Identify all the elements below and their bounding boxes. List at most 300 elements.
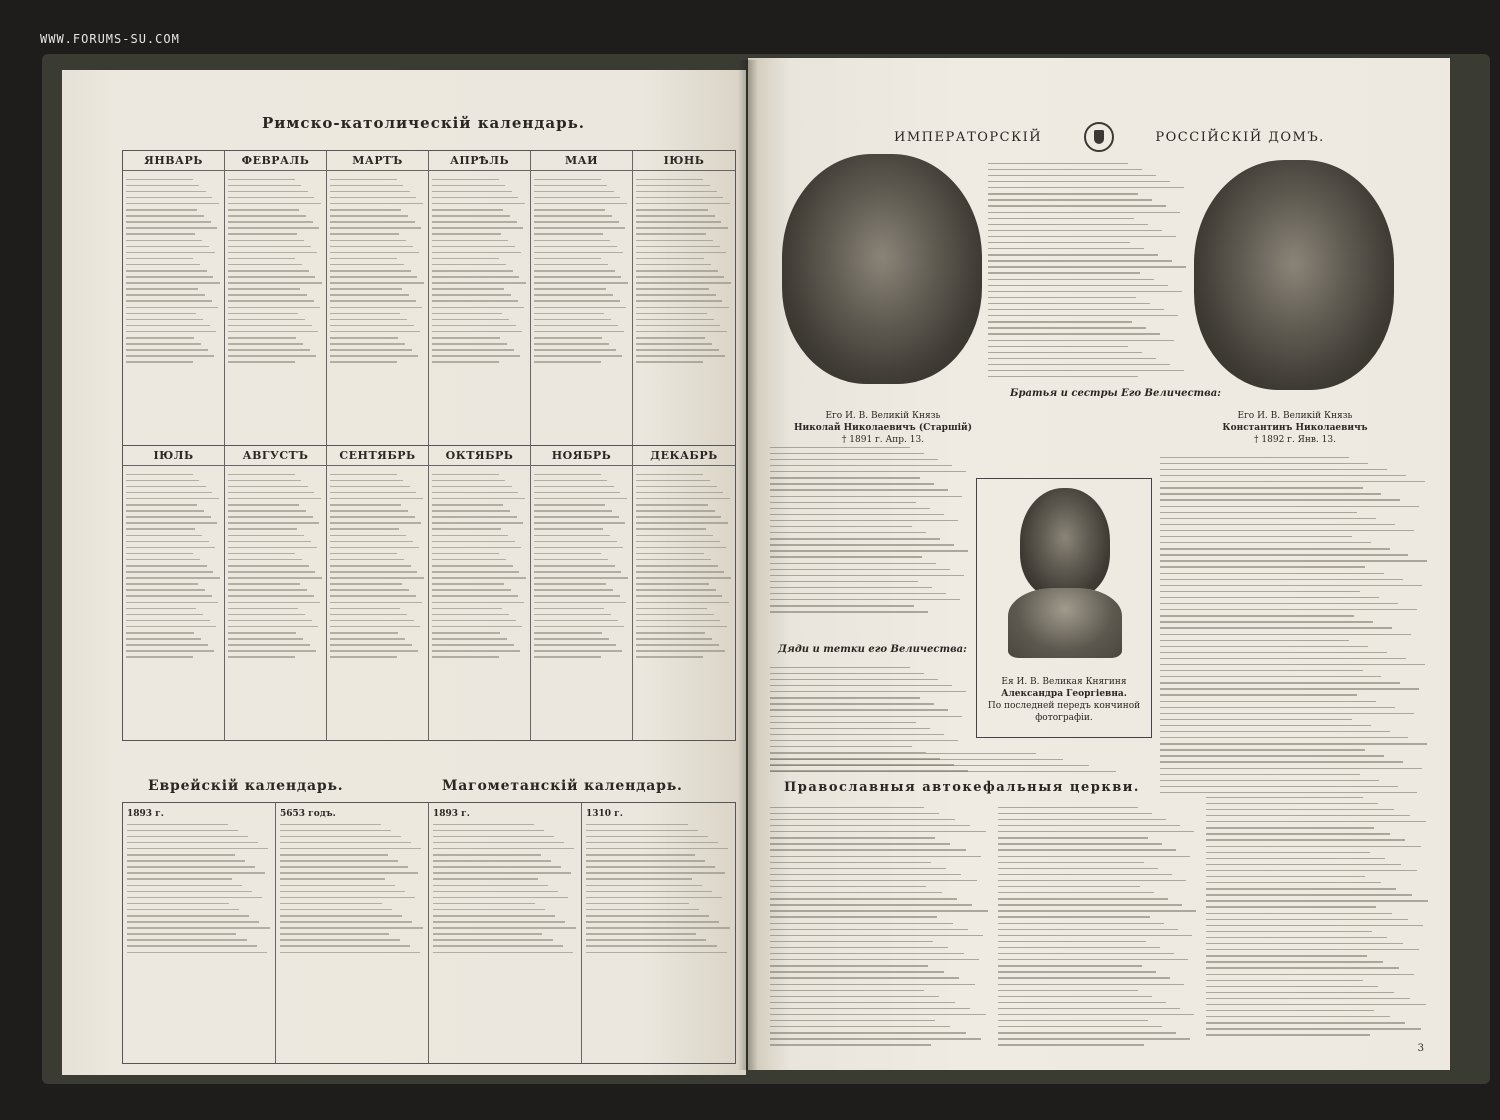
text-line <box>280 939 400 941</box>
text-line <box>433 945 563 947</box>
text-line <box>636 504 708 506</box>
text-line <box>330 644 412 646</box>
text-line <box>280 921 412 923</box>
text-line <box>228 602 320 604</box>
text-line <box>432 203 525 205</box>
text-line <box>228 474 295 476</box>
text-line <box>586 915 709 917</box>
text-line <box>998 868 1158 869</box>
text-line <box>127 842 258 844</box>
text-line <box>636 343 712 345</box>
text-line <box>534 191 614 193</box>
text-line <box>228 252 317 254</box>
text-line <box>998 874 1172 875</box>
month-days <box>327 466 428 740</box>
text-line <box>770 496 962 497</box>
text-line <box>228 541 311 543</box>
text-line <box>228 516 313 518</box>
text-line <box>330 325 414 327</box>
text-line <box>432 492 518 494</box>
text-line <box>1160 493 1381 494</box>
text-line <box>534 595 620 597</box>
text-line <box>636 577 731 579</box>
text-line <box>228 620 312 622</box>
text-line <box>330 516 415 518</box>
double-eagle-icon <box>1084 122 1114 152</box>
text-line <box>998 807 1138 808</box>
text-line <box>636 510 715 512</box>
text-line <box>126 589 205 591</box>
bottom-center-text <box>770 748 1150 777</box>
text-line <box>636 474 703 476</box>
text-line <box>432 185 505 187</box>
text-line <box>534 252 623 254</box>
text-line <box>998 1026 1162 1027</box>
text-line <box>1160 786 1398 787</box>
month-name: СЕНТЯБРЬ <box>327 446 428 466</box>
text-line <box>1206 925 1423 926</box>
portrait-center-caption <box>978 676 1150 725</box>
caption-name: Александра Георгіевна. <box>1001 689 1127 700</box>
text-line <box>228 203 321 205</box>
text-line <box>586 909 699 911</box>
text-line <box>636 565 718 567</box>
text-line <box>586 952 727 954</box>
text-line <box>770 722 916 723</box>
text-line <box>432 644 514 646</box>
text-line <box>1160 469 1387 470</box>
text-line <box>1206 821 1426 822</box>
text-line <box>127 830 238 832</box>
text-line <box>330 577 424 579</box>
text-line <box>330 504 401 506</box>
text-line <box>228 294 307 296</box>
year-label: 1893 г. <box>127 809 164 819</box>
text-line <box>636 608 707 610</box>
text-line <box>1206 931 1372 932</box>
text-line <box>330 553 397 555</box>
text-line <box>432 233 501 235</box>
text-line <box>534 583 606 585</box>
churches-title: Православныя автокефальныя церкви. <box>784 780 1140 795</box>
text-line <box>433 897 568 899</box>
text-line <box>228 595 314 597</box>
text-line <box>586 854 695 856</box>
text-line <box>998 947 1160 948</box>
text-line <box>988 309 1164 310</box>
text-line <box>770 538 940 539</box>
text-line <box>534 522 625 524</box>
text-line <box>433 952 573 954</box>
text-line <box>770 532 926 533</box>
text-line <box>988 291 1182 292</box>
text-line <box>998 886 1140 887</box>
text-line <box>228 510 306 512</box>
text-line <box>126 325 210 327</box>
caption-line: Его И. В. Великій Князь <box>825 411 941 421</box>
text-line <box>636 632 705 634</box>
text-line <box>636 553 704 555</box>
text-line <box>126 227 217 229</box>
text-line <box>988 199 1152 200</box>
text-line <box>534 589 613 591</box>
text-line <box>432 307 524 309</box>
text-line <box>126 191 206 193</box>
text-line <box>228 559 302 561</box>
text-line <box>126 480 199 482</box>
text-line <box>1206 955 1367 956</box>
text-line <box>228 528 297 530</box>
text-line <box>228 300 314 302</box>
text-line <box>432 614 509 616</box>
text-line <box>636 233 706 235</box>
text-line <box>586 824 688 826</box>
text-line <box>770 471 966 472</box>
month-days <box>633 466 735 740</box>
text-line <box>770 753 1036 754</box>
text-line <box>432 553 499 555</box>
text-line <box>770 587 932 588</box>
caption-name: Николай Николаевичъ (Старшій) <box>794 423 972 434</box>
text-line <box>534 571 621 573</box>
text-line <box>1160 627 1392 628</box>
text-line <box>534 349 616 351</box>
text-line <box>636 349 719 351</box>
text-line <box>988 175 1156 176</box>
text-line <box>534 361 601 363</box>
text-line <box>280 824 381 826</box>
text-line <box>988 212 1180 213</box>
text-line <box>228 282 322 284</box>
text-line <box>636 276 724 278</box>
catholic-calendar-table <box>122 150 736 741</box>
text-line <box>770 709 948 710</box>
text-line <box>1160 579 1403 580</box>
text-line <box>330 288 402 290</box>
text-line <box>127 921 259 923</box>
text-line <box>1160 530 1414 531</box>
month-name: НОЯБРЬ <box>531 446 632 466</box>
portrait-bust <box>1008 588 1122 658</box>
text-line <box>1160 768 1422 769</box>
text-line <box>432 571 519 573</box>
text-line <box>1160 524 1395 525</box>
imperial-house-title <box>858 122 1361 152</box>
text-line <box>988 333 1160 334</box>
text-line <box>228 547 317 549</box>
text-line <box>998 959 1188 960</box>
text-line <box>770 520 958 521</box>
month-column <box>531 151 633 445</box>
text-line <box>126 626 216 628</box>
text-line <box>636 583 709 585</box>
text-line <box>1206 998 1410 999</box>
text-line <box>636 252 726 254</box>
text-line <box>432 197 518 199</box>
text-line <box>127 945 257 947</box>
text-line <box>1206 986 1378 987</box>
text-line <box>1206 913 1392 914</box>
text-line <box>586 927 730 929</box>
text-line <box>432 300 518 302</box>
text-line <box>126 644 208 646</box>
text-line <box>998 904 1182 905</box>
text-line <box>636 179 703 181</box>
text-line <box>1160 688 1419 689</box>
text-line <box>1206 839 1405 840</box>
text-line <box>126 349 208 351</box>
text-line <box>126 516 211 518</box>
text-line <box>228 498 321 500</box>
text-line <box>770 771 1116 772</box>
text-line <box>280 903 382 905</box>
text-line <box>1206 815 1410 816</box>
text-line <box>1206 961 1383 962</box>
text-line <box>770 1008 970 1009</box>
text-line <box>330 510 408 512</box>
month-days <box>429 171 530 445</box>
text-line <box>228 276 315 278</box>
text-line <box>636 589 716 591</box>
text-line <box>636 221 721 223</box>
text-line <box>432 191 512 193</box>
caption-line: Его И. В. Великій Князь <box>1237 411 1353 421</box>
text-line <box>998 819 1166 820</box>
text-line <box>432 589 511 591</box>
text-line <box>432 282 526 284</box>
churches-column-1 <box>770 802 990 1051</box>
text-line <box>280 830 391 832</box>
text-line <box>988 364 1170 365</box>
text-line <box>228 565 309 567</box>
text-line <box>770 843 950 844</box>
text-line <box>228 632 296 634</box>
text-line <box>330 620 414 622</box>
title-right-word: РОССІЙСКІЙ ДОМЪ. <box>1155 129 1325 145</box>
text-line <box>126 179 193 181</box>
text-line <box>988 303 1150 304</box>
text-line <box>126 203 219 205</box>
text-line <box>228 319 305 321</box>
text-line <box>534 504 605 506</box>
text-line <box>330 571 417 573</box>
text-line <box>534 294 613 296</box>
text-line <box>998 923 1164 924</box>
text-line <box>770 807 924 808</box>
text-line <box>433 939 553 941</box>
text-line <box>432 626 522 628</box>
text-line <box>126 288 198 290</box>
text-line <box>433 921 565 923</box>
text-line <box>330 559 404 561</box>
text-line <box>636 595 722 597</box>
text-line <box>534 553 601 555</box>
text-line <box>770 813 939 814</box>
text-line <box>127 909 239 911</box>
text-line <box>127 824 228 826</box>
text-line <box>998 837 1148 838</box>
text-line <box>1160 731 1390 732</box>
text-line <box>770 996 939 997</box>
text-line <box>330 498 423 500</box>
text-line <box>433 927 576 929</box>
text-line <box>280 945 410 947</box>
text-line <box>228 191 308 193</box>
text-line <box>1160 646 1368 647</box>
text-line <box>770 935 983 936</box>
text-line <box>126 474 193 476</box>
text-line <box>586 945 717 947</box>
text-line <box>432 355 520 357</box>
text-line <box>228 288 300 290</box>
text-line <box>126 583 198 585</box>
text-line <box>636 547 726 549</box>
text-line <box>228 504 299 506</box>
text-line <box>534 331 624 333</box>
text-line <box>1160 761 1403 762</box>
portrait-konstantin-nikolaevich <box>1194 160 1394 390</box>
text-line <box>228 553 295 555</box>
text-line <box>636 486 717 488</box>
text-line <box>432 577 526 579</box>
right-page <box>748 58 1450 1070</box>
text-line <box>330 179 397 181</box>
family-left-column <box>770 442 970 617</box>
text-line <box>988 218 1134 219</box>
text-line <box>1206 967 1399 968</box>
text-line <box>988 248 1144 249</box>
text-line <box>988 230 1162 231</box>
text-line <box>432 240 508 242</box>
emperor-text-block <box>988 158 1188 382</box>
text-line <box>228 215 306 217</box>
month-column <box>225 446 327 740</box>
text-line <box>432 595 518 597</box>
text-line <box>126 197 212 199</box>
text-line <box>330 486 410 488</box>
calendar-column <box>582 803 735 1063</box>
text-line <box>998 910 1196 911</box>
text-line <box>636 361 703 363</box>
text-line <box>770 965 928 966</box>
text-line <box>228 349 310 351</box>
text-line <box>534 516 619 518</box>
text-line <box>770 759 1063 760</box>
text-line <box>1160 670 1363 671</box>
text-line <box>126 282 220 284</box>
text-line <box>433 933 542 935</box>
text-line <box>1206 937 1387 938</box>
calendar-first-half <box>123 151 735 446</box>
text-line <box>770 977 959 978</box>
text-line <box>126 559 200 561</box>
text-line <box>988 254 1158 255</box>
text-line <box>534 535 610 537</box>
text-line <box>534 246 617 248</box>
text-line <box>636 282 731 284</box>
month-column <box>327 446 429 740</box>
text-line <box>330 565 411 567</box>
text-line <box>126 319 203 321</box>
text-line <box>432 547 521 549</box>
text-line <box>1206 882 1381 883</box>
text-line <box>432 270 513 272</box>
text-line <box>228 571 315 573</box>
text-line <box>636 602 729 604</box>
text-line <box>280 952 420 954</box>
text-line <box>534 510 612 512</box>
text-line <box>330 191 410 193</box>
text-line <box>280 933 389 935</box>
text-line <box>636 480 710 482</box>
text-line <box>228 583 300 585</box>
text-line <box>988 285 1168 286</box>
text-line <box>228 313 298 315</box>
text-line <box>636 337 705 339</box>
text-line <box>770 716 962 717</box>
text-line <box>1160 487 1363 488</box>
text-line <box>636 264 711 266</box>
text-line <box>534 288 606 290</box>
text-line <box>1160 694 1357 695</box>
text-line <box>586 866 715 868</box>
text-line <box>1206 888 1396 889</box>
text-line <box>636 294 716 296</box>
text-line <box>988 315 1178 316</box>
year-label: 1310 г. <box>586 809 623 819</box>
text-line <box>534 656 601 658</box>
text-line <box>280 848 421 850</box>
text-line <box>126 343 201 345</box>
text-line <box>432 510 510 512</box>
text-line <box>228 246 311 248</box>
text-line <box>534 614 611 616</box>
text-line <box>534 240 610 242</box>
text-line <box>432 504 503 506</box>
watermark: WWW.FORUMS-SU.COM <box>40 32 180 46</box>
text-line <box>127 952 267 954</box>
text-line <box>1206 1016 1390 1017</box>
text-line <box>988 242 1130 243</box>
text-line <box>770 740 958 741</box>
text-line <box>1206 1034 1370 1035</box>
text-line <box>228 480 301 482</box>
text-line <box>432 349 514 351</box>
text-line <box>126 498 219 500</box>
text-line <box>770 868 946 869</box>
text-line <box>998 825 1180 826</box>
text-line <box>330 650 418 652</box>
text-line <box>432 294 511 296</box>
text-line <box>433 909 545 911</box>
text-line <box>228 337 296 339</box>
text-line <box>1206 803 1378 804</box>
month-column <box>633 151 735 445</box>
text-line <box>126 294 205 296</box>
text-line <box>126 656 193 658</box>
year-label: 1893 г. <box>433 809 470 819</box>
text-line <box>988 346 1128 347</box>
month-name: ФЕВРАЛЬ <box>225 151 326 171</box>
text-line <box>432 602 524 604</box>
text-line <box>534 492 620 494</box>
text-line <box>534 337 602 339</box>
text-line <box>1206 797 1363 798</box>
text-line <box>432 486 512 488</box>
text-line <box>330 638 405 640</box>
text-line <box>126 215 204 217</box>
text-line <box>228 486 308 488</box>
